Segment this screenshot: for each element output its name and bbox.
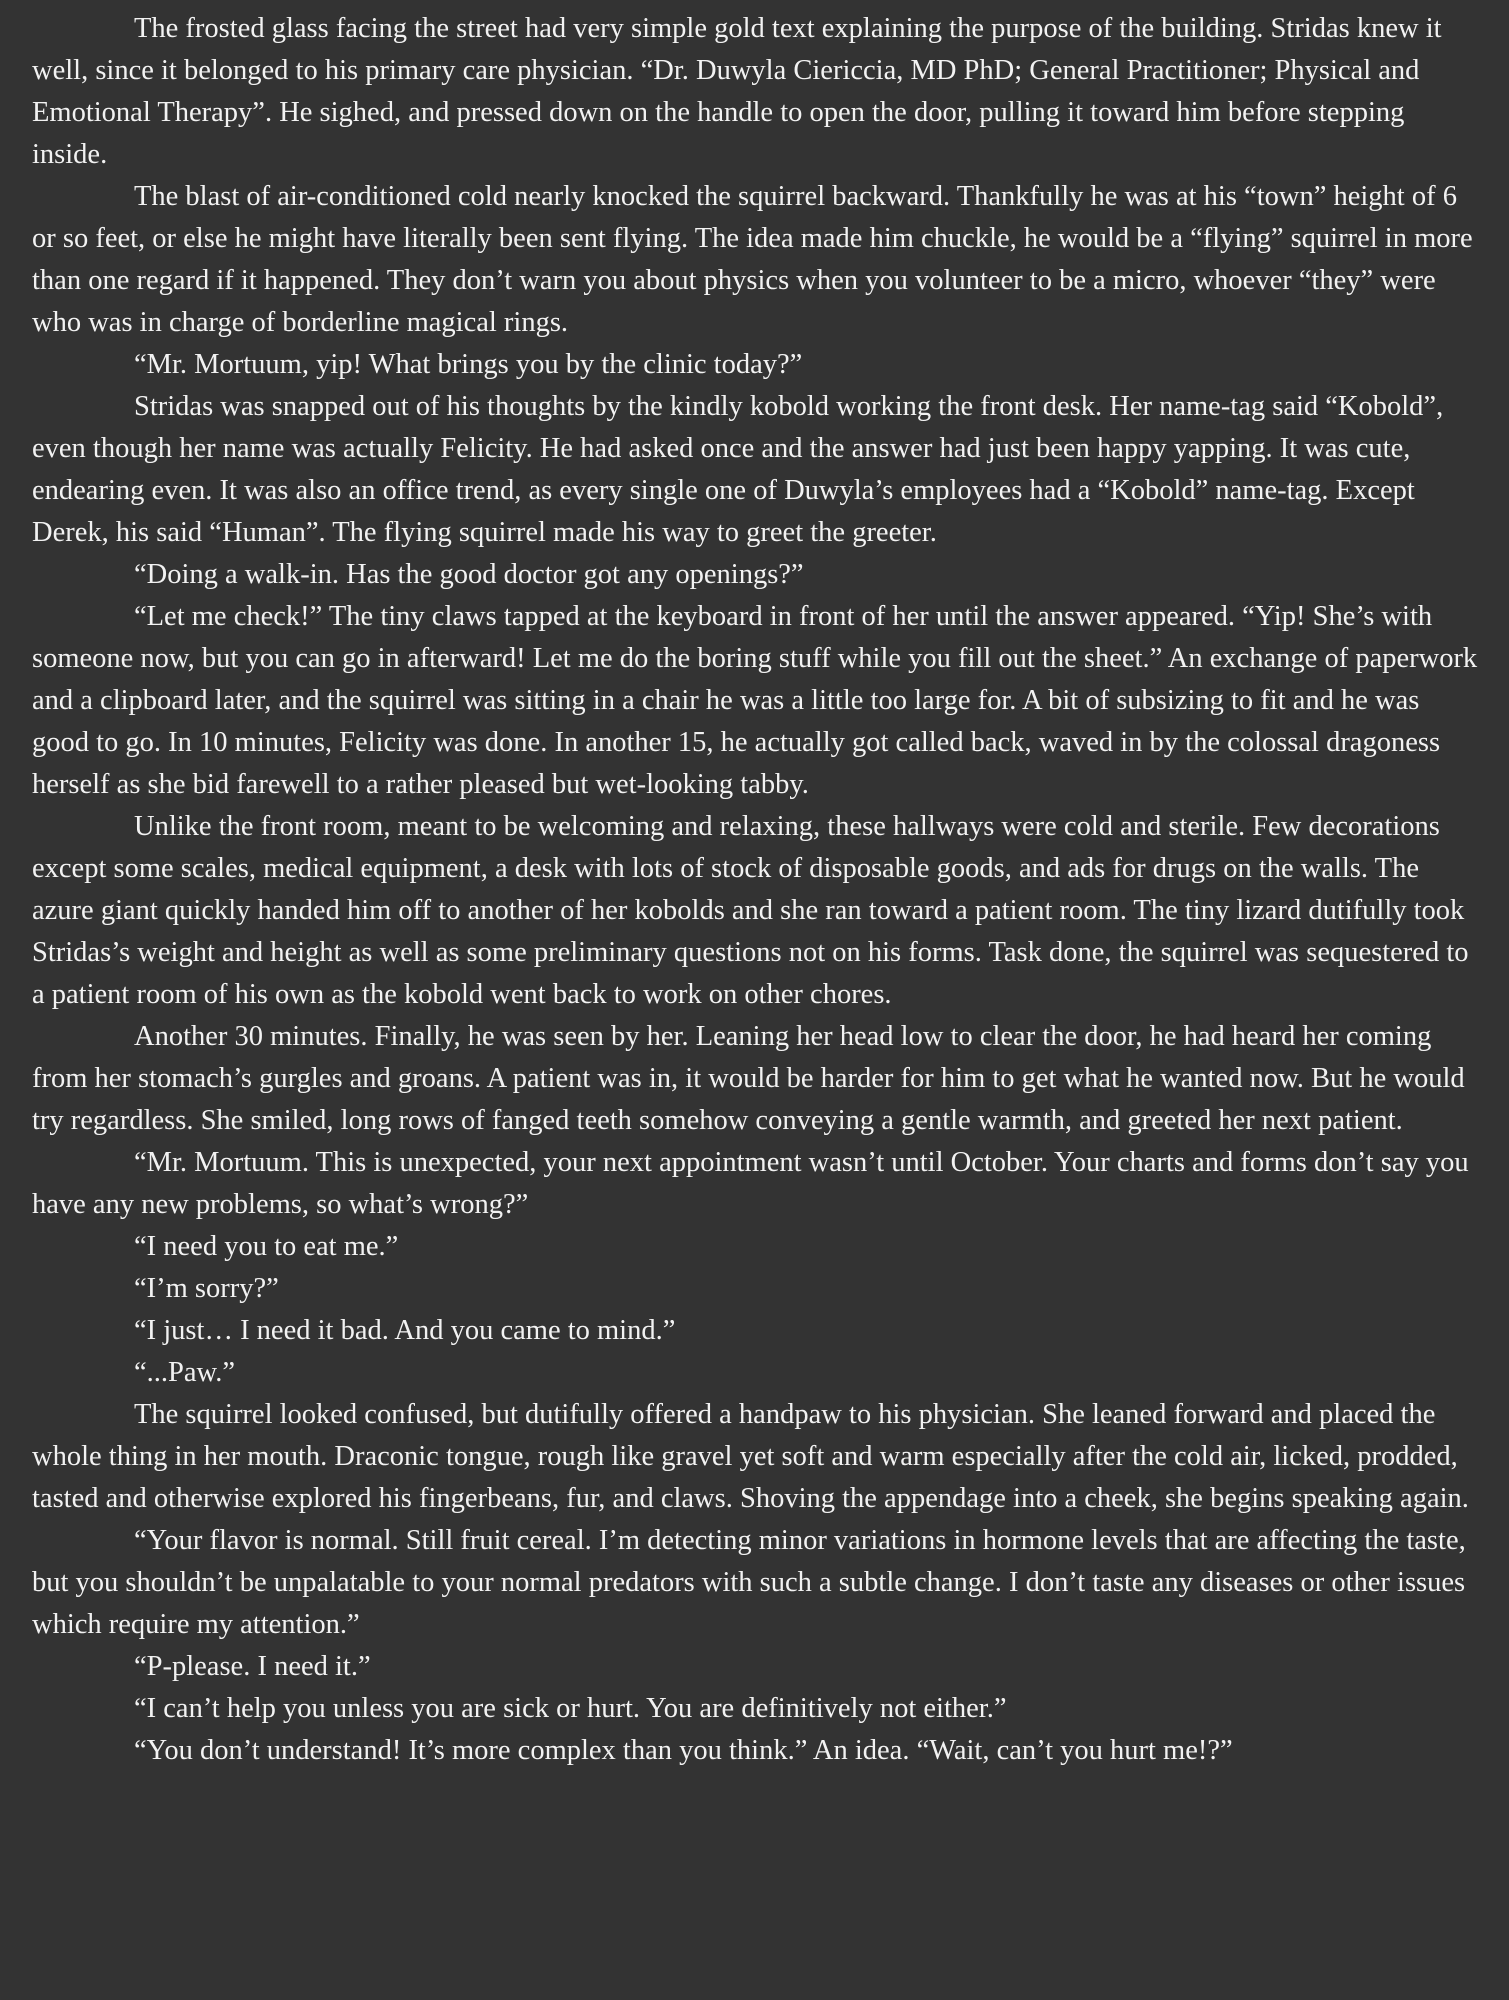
paragraph: “I’m sorry?” (134, 1273, 279, 1304)
paragraph: “Doing a walk-in. Has the good doctor got any openings?” (134, 559, 804, 590)
paragraph: “Mr. Mortuum, yip! What brings you by the clinic today?” (134, 349, 803, 380)
paragraph: “Mr. Mortuum. This is unexpected, your next appointment wasn’t until October. Your charts and forms don’t say you have any new problems, so what’s wrong?” (32, 1147, 1469, 1220)
paragraph: “I just… I need it bad. And you came to mind.” (134, 1315, 676, 1346)
paragraph: “You don’t understand! It’s more complex than you think.” An idea. “Wait, can’t you hurt me!?” (134, 1735, 1233, 1766)
paragraph: “Let me check!” The tiny claws tapped at the keyboard in front of her until the answer appeared. “Yip! She’s with someone now, but you can go in afterward! Let me do the boring stuff while you fill out the sheet.” An exchange of paperwork and a clipboard later, and the squirrel was sitting in a chair he was a little too large for. A bit of subsizing to fit and he was good to go. In 10 minutes, Felicity was done. In another 15, he actually got called back, waved in by the colossal dragoness herself as she bid farewell to a rather pleased but wet-looking tabby. (32, 601, 1478, 800)
paragraph: The squirrel looked confused, but dutifully offered a handpaw to his physician. She leaned forward and placed the whole thing in her mouth. Draconic tongue, rough like gravel yet soft and warm especially after the cold air, licked, prodded, tasted and otherwise explored his fingerbeans, fur, and claws. Shoving the appendage into a cheek, she begins speaking again. (32, 1399, 1469, 1514)
paragraph: “I can’t help you unless you are sick or hurt. You are definitively not either.” (134, 1693, 1007, 1724)
paragraph: Unlike the front room, meant to be welcoming and relaxing, these hallways were cold and sterile. Few decorations except some scales, medical equipment, a desk with lots of stock of disposable goods, and ads for drugs on the walls. The azure giant quickly handed him off to another of her kobolds and she ran toward a patient room. The tiny lizard dutifully took Stridas’s weight and height as well as some preliminary questions not on his forms. Task done, the squirrel was sequestered to a patient room of his own as the kobold went back to work on other chores. (32, 811, 1469, 1010)
paragraph: The blast of air-conditioned cold nearly knocked the squirrel backward. Thankfully he was at his “town” height of 6 or so feet, or else he might have literally been sent flying. The idea made him chuckle, he would be a “flying” squirrel in more than one regard if it happened. They don’t warn you about physics when you volunteer to be a micro, whoever “they” were who was in charge of borderline magical rings. (32, 181, 1473, 338)
paragraph: Stridas was snapped out of his thoughts by the kindly kobold working the front desk. Her name-tag said “Kobold”, even though her name was actually Felicity. He had asked once and the answer had just been happy yapping. It was cute, endearing even. It was also an office trend, as every single one of Duwyla’s employees had a “Kobold” name-tag. Except Derek, his said “Human”. The flying squirrel made his way to greet the greeter. (32, 391, 1444, 548)
paragraph: “Your flavor is normal. Still fruit cereal. I’m detecting minor variations in hormone levels that are affecting the taste, but you shouldn’t be unpalatable to your normal predators with such a subtle change. I don’t taste any diseases or other issues which require my attention.” (32, 1525, 1466, 1640)
paragraph: “I need you to eat me.” (134, 1231, 399, 1262)
paragraph: The frosted glass facing the street had very simple gold text explaining the purpose of the building. Stridas knew it well, since it belonged to his primary care physician. “Dr. Duwyla Ciericcia, MD PhD; General Practitioner; Physical and Emotional Therapy”. He sighed, and pressed down on the handle to open the door, pulling it toward him before stepping inside. (32, 13, 1442, 170)
paragraph: “...Paw.” (134, 1357, 236, 1388)
paragraph: “P-please. I need it.” (134, 1651, 371, 1682)
paragraph: Another 30 minutes. Finally, he was seen by her. Leaning her head low to clear the door, he had heard her coming from her stomach’s gurgles and groans. A patient was in, it would be harder for him to get what he wanted now. But he would try regardless. She smiled, long rows of fanged teeth somehow conveying a gentle warmth, and greeted her next patient. (32, 1021, 1465, 1136)
